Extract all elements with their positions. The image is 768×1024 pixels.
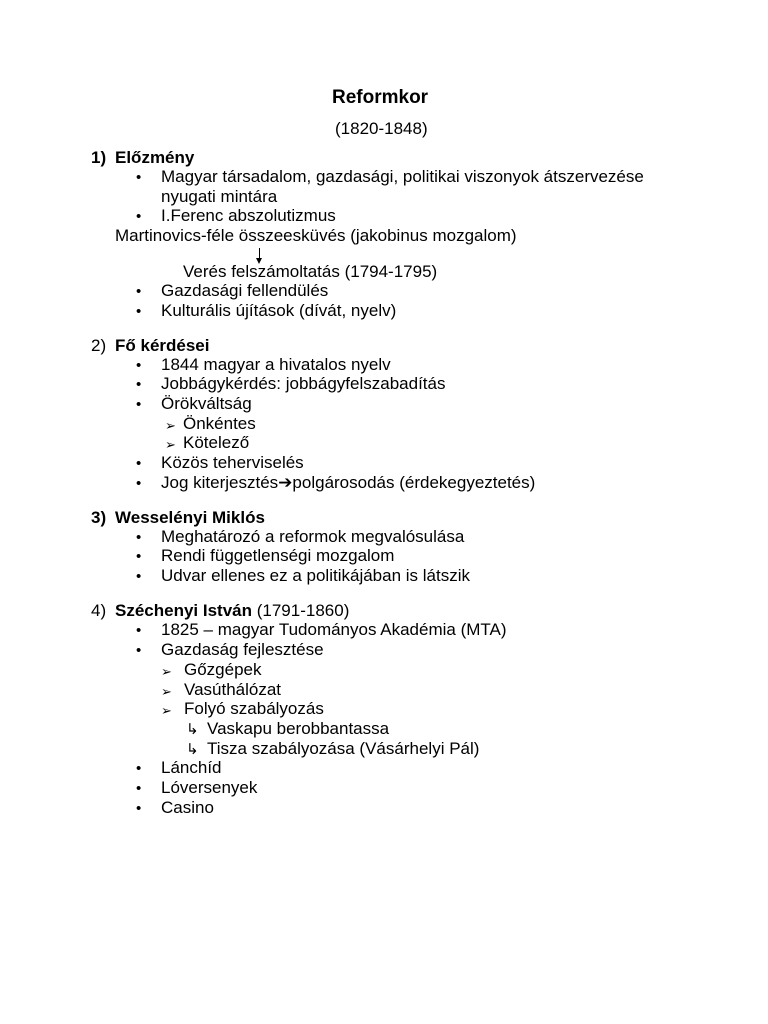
s4-item-4: Lóversenyek (161, 778, 258, 797)
chevron-icon: ➢ (161, 703, 172, 718)
bullet-icon: • (136, 780, 142, 797)
hook-arrow-icon: ↳ (186, 741, 199, 758)
right-arrow-icon: ➔ (278, 473, 293, 492)
s4-sub-3: Folyó szabályozás (184, 699, 324, 718)
page-title: Reformkor (332, 87, 429, 108)
section-3-heading: Wesselényi Miklós (115, 508, 265, 527)
bullet-icon: • (136, 283, 142, 300)
s4-item-5: Casino (161, 798, 214, 817)
s2-item-4: Közös teherviselés (161, 453, 304, 472)
s1-item-3: Gazdasági fellendülés (161, 281, 329, 300)
section-4-heading: Széchenyi István (115, 601, 253, 620)
s4-item-1: 1825 – magyar Tudományos Akadémia (MTA) (161, 620, 507, 639)
bullet-icon: • (136, 622, 142, 639)
chevron-icon: ➢ (161, 664, 172, 679)
s1-plain-line: Martinovics-féle összeesküvés (jakobinus mozgalom) (115, 226, 517, 245)
bullet-icon: • (136, 642, 142, 659)
s2-item-1: 1844 magyar a hivatalos nyelv (161, 355, 391, 374)
chevron-icon: ➢ (161, 684, 172, 699)
s2-item-3: Örökváltság (161, 394, 252, 413)
s1-sub-line: Verés felszámoltatás (1794-1795) (183, 262, 438, 281)
section-4-heading-line (115, 601, 349, 621)
s4-subsub-2: Tisza szabályozása (Vásárhelyi Pál) (207, 739, 480, 758)
bullet-icon: • (136, 475, 142, 492)
bullet-icon: • (136, 760, 142, 777)
s3-item-1: Meghatározó a reformok megvalósulása (161, 527, 465, 546)
s1-item-2: I.Ferenc abszolutizmus (161, 206, 336, 225)
down-arrow-icon (259, 248, 260, 260)
s3-item-2: Rendi függetlenségi mozgalom (161, 546, 395, 565)
s2-item-5-end: polgárosodás (érdekegyeztetés) (292, 473, 536, 492)
s2-item-5-start: Jog kiterjesztés (161, 473, 279, 492)
bullet-icon: • (136, 568, 142, 585)
bullet-icon: • (136, 357, 142, 374)
s4-item-3: Lánchíd (161, 758, 222, 777)
s2-sub-1: Önkéntes (183, 414, 256, 433)
s3-item-3: Udvar ellenes ez a politikájában is látszik (161, 566, 470, 585)
bullet-icon: • (136, 529, 142, 546)
s4-sub-2: Vasúthálózat (184, 680, 282, 699)
bullet-icon: • (136, 800, 142, 817)
bullet-icon: • (136, 376, 142, 393)
bullet-icon: • (136, 455, 142, 472)
section-4-dates: (1791-1860) (252, 601, 350, 620)
bullet-icon: • (136, 169, 142, 186)
s4-subsub-1: Vaskapu berobbantassa (207, 719, 390, 738)
chevron-icon: ➢ (165, 437, 176, 452)
s1-item-4: Kulturális újítások (dívát, nyelv) (161, 301, 397, 320)
section-1-number: 1) (91, 148, 107, 167)
s4-sub-1: Gőzgépek (184, 660, 262, 679)
section-1-heading: Előzmény (115, 148, 195, 167)
bullet-icon: • (136, 303, 142, 320)
section-3-number: 3) (91, 508, 107, 527)
s4-item-2: Gazdaság fejlesztése (161, 640, 324, 659)
section-2-heading: Fő kérdései (115, 336, 210, 355)
chevron-icon: ➢ (165, 418, 176, 433)
s2-item-2: Jobbágykérdés: jobbágyfelszabadítás (161, 374, 446, 393)
bullet-icon: • (136, 396, 142, 413)
s2-sub-2: Kötelező (183, 433, 250, 452)
page-subtitle: (1820-1848) (335, 119, 428, 138)
section-2-number: 2) (91, 336, 107, 355)
bullet-icon: • (136, 208, 142, 225)
bullet-icon: • (136, 548, 142, 565)
hook-arrow-icon: ↳ (186, 721, 199, 738)
s2-item-5 (161, 473, 535, 493)
section-4-number: 4) (91, 601, 107, 620)
s1-item-1-line-1: Magyar társadalom, gazdasági, politikai viszonyok átszervezése (161, 167, 644, 186)
s1-item-1-line-2: nyugati mintára (161, 187, 278, 206)
